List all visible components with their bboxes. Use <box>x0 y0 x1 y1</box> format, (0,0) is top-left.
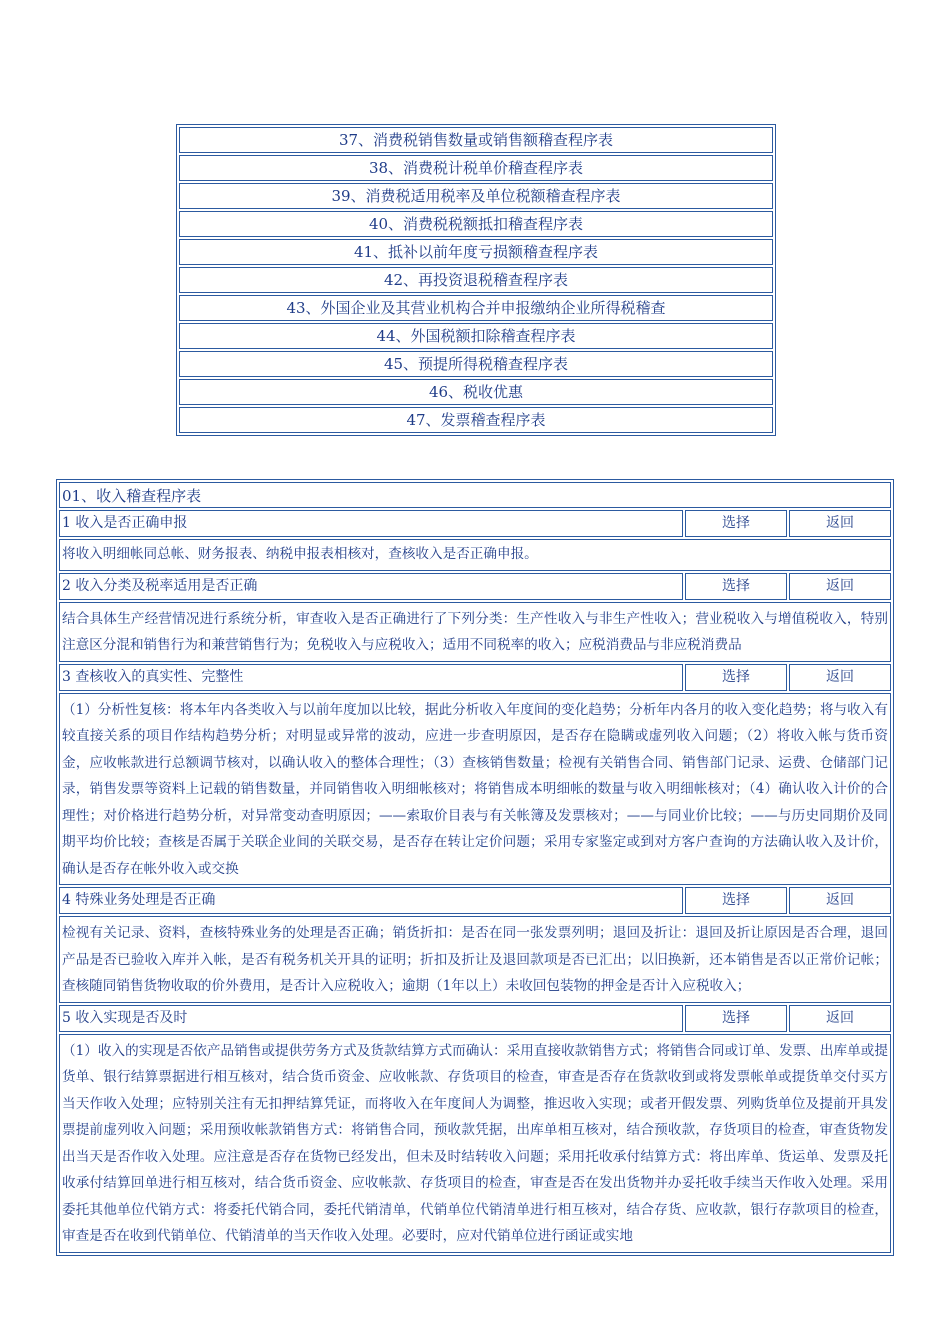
back-button[interactable]: 返回 <box>789 664 891 691</box>
toc-item-37[interactable]: 37、消费税销售数量或销售额稽查程序表 <box>179 127 773 153</box>
back-button[interactable]: 返回 <box>789 510 891 537</box>
toc-item-38[interactable]: 38、消费税计税单价稽查程序表 <box>179 155 773 181</box>
section-body: （1）分析性复核：将本年内各类收入与以前年度加以比较，据此分析收入年度间的变化趋势；分析年内各月的收入变化趋势；将与收入有较直接关系的项目作结构趋势分析；对明显或异常的波动，应进一步查明原因，是否存在隐瞒或虚列收入问题；（2）将收入帐与货币资金，应收帐款进行总额调节核对，以确认收入的整体合理性；（3）查核销售数量；检视有关销售合同、销售部门记录、运费、仓储部门记录，销售发票等资料上记载的销售数量，并同销售收入明细帐核对；将销售成本明细帐的数量与收入明细帐核对；（4）确认收入计价的合理性；对价格进行趋势分析，对异常变动查明原因；——索取价目表与有关帐簿及发票核对；——与同业价比较；——与历史同期价及同期平均价比较；查核是否属于关联企业间的关联交易，是否存在转让定价问题；采用专家鉴定或到对方客户查询的方法确认收入及计价，确认是否存在帐外收入或交换 <box>59 693 891 886</box>
toc-item-45[interactable]: 45、预提所得税稽查程序表 <box>179 351 773 377</box>
select-button[interactable]: 选择 <box>685 887 787 914</box>
section-heading: 5 收入实现是否及时 <box>59 1005 683 1032</box>
section-body: （1）收入的实现是否依产品销售或提供劳务方式及货款结算方式而确认：采用直接收款销售方式；将销售合同或订单、发票、出库单或提货单、银行结算票据进行相互核对，结合货币资金、应收帐款、存货项目的检查，审查是否存在货款收到或将发票帐单或提货单交付买方当天作收入处理；应特别关注有无扣押结算凭证，而将收入在年度间人为调整，推迟收入实现；或者开假发票、列购货单位及提前开具发票提前虚列收入问题；采用预收帐款销售方式：将销售合同，预收款凭据，出库单相互核对，结合预收款，存货项目的检查，审查货物发出当天是否作收入处理。应注意是否存在货物已经发出，但未及时结转收入问题；采用托收承付结算方式：将出库单、货运单、发票及托收承付结算回单进行相互核对，结合货币资金、应收帐款、存货项目的检查，审查是否在发出货物并办妥托收手续当天作收入处理。采用委托其他单位代销方式：将委托代销合同，委托代销清单，代销单位代销清单进行相互核对，结合存货、应收款，银行存款项目的检查，审查是否在收到代销单位、代销清单的当天作收入处理。必要时，应对代销单位进行函证或实地 <box>59 1034 891 1253</box>
select-button[interactable]: 选择 <box>685 573 787 600</box>
toc-table <box>176 124 776 436</box>
back-button[interactable]: 返回 <box>789 573 891 600</box>
section-heading: 4 特殊业务处理是否正确 <box>59 887 683 914</box>
back-button[interactable]: 返回 <box>789 887 891 914</box>
section-body: 结合具体生产经营情况进行系统分析，审查收入是否正确进行了下列分类：生产性收入与非生产性收入；营业税收入与增值税收入，特别注意区分混和销售行为和兼营销售行为；免税收入与应税收入；适用不同税率的收入；应税消费品与非应税消费品 <box>59 602 891 662</box>
section-heading: 3 查核收入的真实性、完整性 <box>59 664 683 691</box>
section-heading: 2 收入分类及税率适用是否正确 <box>59 573 683 600</box>
back-button[interactable]: 返回 <box>789 1005 891 1032</box>
section-body: 将收入明细帐同总帐、财务报表、纳税申报表相核对，查核收入是否正确申报。 <box>59 539 891 571</box>
select-button[interactable]: 选择 <box>685 664 787 691</box>
select-button[interactable]: 选择 <box>685 510 787 537</box>
toc-item-39[interactable]: 39、消费税适用税率及单位税额稽查程序表 <box>179 183 773 209</box>
toc-item-47[interactable]: 47、发票稽查程序表 <box>179 407 773 433</box>
section-2-header <box>59 573 891 600</box>
section-body: 检视有关记录、资料，查核特殊业务的处理是否正确；销货折扣：是否在同一张发票列明；退回及折让：退回及折让原因是否合理，退回产品是否已验收入库并入帐，是否有税务机关开具的证明；折扣及折让及退回款项是否已汇出；以旧换新，还本销售是否以正常价记帐；查核随同销售货物收取的价外费用，是否计入应税收入；逾期（1年以上）未收回包装物的押金是否计入应税收入； <box>59 916 891 1003</box>
section-3-header <box>59 664 891 691</box>
select-button[interactable]: 选择 <box>685 1005 787 1032</box>
section-5-header <box>59 1005 891 1032</box>
section-4-header <box>59 887 891 914</box>
toc-item-41[interactable]: 41、抵补以前年度亏损额稽查程序表 <box>179 239 773 265</box>
toc-item-43[interactable]: 43、外国企业及其营业机构合并申报缴纳企业所得税稽查 <box>179 295 773 321</box>
toc-item-42[interactable]: 42、再投资退税稽查程序表 <box>179 267 773 293</box>
section-1-header <box>59 510 891 537</box>
toc-item-40[interactable]: 40、消费税税额抵扣稽查程序表 <box>179 211 773 237</box>
table-title: 01、收入稽查程序表 <box>59 482 891 508</box>
section-heading: 1 收入是否正确申报 <box>59 510 683 537</box>
toc-item-46[interactable]: 46、税收优惠 <box>179 379 773 405</box>
toc-item-44[interactable]: 44、外国税额扣除稽查程序表 <box>179 323 773 349</box>
income-audit-table <box>56 479 894 1256</box>
